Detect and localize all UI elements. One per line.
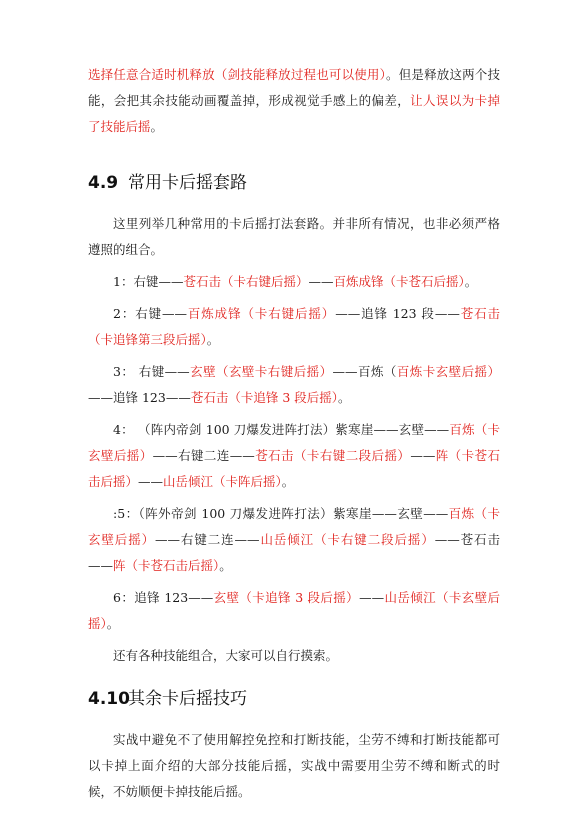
section-heading-4-10 [88,687,500,711]
combo-text: ——苍石击—— [88,532,500,573]
combo-text: 。 [219,558,232,573]
combo-text: 4： （阵内帝剑 100 刀爆发进阵打法）紫寒崖——玄壁—— [113,422,450,437]
combo-highlight-text: 苍石击（卡右键二段后摇） [254,448,411,463]
intro-text: 。但是释放这两个技能，会把其余技能动画覆盖掉，形成视觉手感上的偏差， [88,67,500,108]
combo-text: 1：右键—— [113,274,184,289]
combo-text: 6：追锋 123—— [113,590,214,605]
combo-text: —— [308,274,334,289]
document-page [88,62,500,805]
combo-highlight-text: 苍石击（卡右键后摇） [183,274,309,289]
combo-text: ——百炼（ [332,364,397,379]
intro-paragraph [88,62,500,140]
section-number: 4.10 [88,689,130,709]
combo-text: 。 [106,616,120,631]
combo-text: 。 [338,390,351,405]
section-title: 其余卡后摇技巧 [128,689,247,709]
intro-red-text-1: 选择任意合适时机释放（剑技能释放过程也可以使用） [88,67,387,82]
combo-text: ——右键二连—— [155,532,260,547]
combo-text: ——追锋 123 段—— [335,306,460,321]
combo-highlight-text: 百炼成锋（卡苍石后摇） [333,274,465,289]
combo-highlight-text: 山岳倾江（卡右键二段后摇） [259,532,435,547]
combo-text: ——追锋 123—— [88,390,191,405]
combo-item [88,417,500,495]
combo-highlight-text: 阵（卡苍石击后摇） [88,448,500,489]
intro-red-text-2: 让人误以为卡掉了技能后摇 [88,93,500,134]
combo-highlight-text: 玄壁（卡追锋 3 段后摇） [213,590,360,605]
combo-highlight-text: 阵（卡苍石击后摇） [113,558,220,573]
combo-highlight-text: 苍石击（卡追锋第三段后摇） [88,306,500,347]
combo-highlight-text: 山岳倾江（卡阵后摇） [163,474,282,489]
combo-text: :5：（阵外帝剑 100 刀爆发进阵打法）紫寒崖——玄壁—— [113,506,449,521]
combo-item [88,301,500,353]
combo-list [88,269,500,643]
combo-highlight-text: 玄壁（玄壁卡右键后摇） [189,364,333,379]
combo-item [88,585,500,637]
closing-paragraph: 还有各种技能组合，大家可以自行摸索。 [113,648,339,663]
combo-highlight-text: 百炼成锋（卡右键后摇） [187,306,336,321]
combo-text: 2：右键—— [113,306,188,321]
section-number: 4.9 [88,173,119,193]
section-title: 常用卡后摇套路 [128,173,247,193]
combo-text: —— [410,448,436,463]
combo-highlight-text: 百炼（卡玄壁后摇） [88,506,500,547]
combo-item [88,359,500,411]
section-heading-4-9 [88,171,500,195]
combo-item [88,269,500,295]
combo-text: 。 [281,474,295,489]
combo-text: —— [138,474,164,489]
combo-highlight-text: 苍石击（卡追锋 3 段后摇） [190,390,338,405]
combo-highlight-text: 山岳倾江（卡玄壁后摇） [88,590,500,631]
intro-end: 。 [150,119,164,134]
combo-text: —— [359,590,385,605]
combo-text: 。 [206,332,220,347]
section-description: 这里列举几种常用的卡后摇打法套路。并非所有情况，也非必须严格遵照的组合。 [88,216,500,257]
combo-text: 3： 右键—— [113,364,190,379]
combo-highlight-text: 百炼卡玄壁后摇） [396,364,500,379]
section-body-paragraph: 实战中避免不了使用解控免控和打断技能，尘劳不缚和打断技能都可以卡掉上面介绍的大部分技能后摇，实战中需要用尘劳不缚和断式的时候，不妨顺便卡掉技能后摇。 [88,732,500,799]
combo-text: 。 [464,274,478,289]
combo-highlight-text: 百炼（卡玄壁后摇） [88,422,500,463]
combo-item [88,501,500,579]
combo-text: ——右键二连—— [152,448,255,463]
